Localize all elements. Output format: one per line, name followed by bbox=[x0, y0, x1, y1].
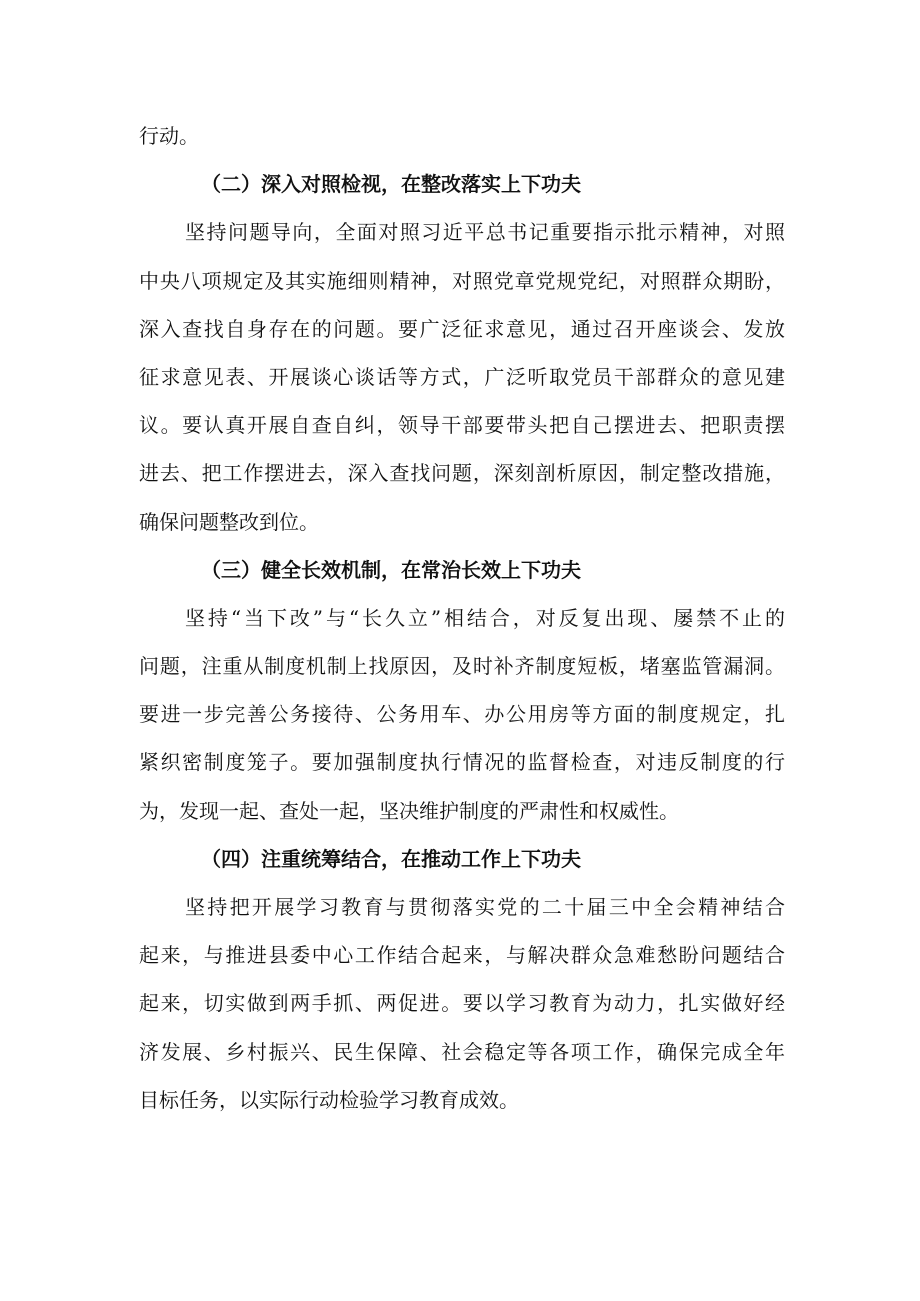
paragraph-line: 中央八项规定及其实施细则精神，对照党章党规党纪，对照群众期盼， bbox=[139, 268, 785, 293]
paragraph-line: 进去、把工作摆进去，深入查找问题，深刻剖析原因，制定整改措施， bbox=[139, 461, 785, 486]
paragraph-line: 征求意见表、开展谈心谈话等方式，广泛听取党员干部群众的意见建 bbox=[139, 364, 785, 389]
paragraph-line: 济发展、乡村振兴、民生保障、社会稳定等各项工作，确保完成全年 bbox=[139, 1039, 785, 1064]
paragraph-line: 坚持问题导向，全面对照习近平总书记重要指示批示精神，对照 bbox=[185, 220, 785, 245]
section-heading-4: （四）注重统筹结合，在推动工作上下功夫 bbox=[201, 846, 581, 871]
paragraph-line: 议。要认真开展自查自纠，领导干部要带头把自己摆进去、把职责摆 bbox=[139, 413, 785, 438]
paragraph-line: 要进一步完善公务接待、公务用车、办公用房等方面的制度规定，扎 bbox=[139, 702, 785, 727]
document-body bbox=[139, 112, 785, 1124]
paragraph-line: 为，发现一起、查处一起，坚决维护制度的严肃性和权威性。 bbox=[139, 798, 679, 823]
paragraph-line: 问题，注重从制度机制上找原因，及时补齐制度短板，堵塞监管漏洞。 bbox=[139, 654, 785, 679]
paragraph-line: 目标任务，以实际行动检验学习教育成效。 bbox=[139, 1087, 519, 1112]
paragraph-line: 深入查找自身存在的问题。要广泛征求意见，通过召开座谈会、发放 bbox=[139, 316, 785, 341]
paragraph-line: 坚持“当下改”与“长久立”相结合，对反复出现、屡禁不止的 bbox=[185, 605, 785, 630]
continuation-line: 行动。 bbox=[139, 124, 199, 148]
paragraph-line: 坚持把开展学习教育与贯彻落实党的二十届三中全会精神结合 bbox=[185, 895, 785, 919]
paragraph-line: 起来，切实做到两手抓、两促进。要以学习教育为动力，扎实做好经 bbox=[139, 991, 785, 1016]
paragraph-line: 确保问题整改到位。 bbox=[139, 509, 319, 534]
paragraph-line: 起来，与推进县委中心工作结合起来，与解决群众急难愁盼问题结合 bbox=[139, 943, 785, 968]
section-heading-2: （二）深入对照检视，在整改落实上下功夫 bbox=[201, 172, 581, 197]
section-heading-3: （三）健全长效机制，在常治长效上下功夫 bbox=[201, 557, 581, 582]
paragraph-line: 紧织密制度笼子。要加强制度执行情况的监督检查，对违反制度的行 bbox=[139, 750, 785, 775]
